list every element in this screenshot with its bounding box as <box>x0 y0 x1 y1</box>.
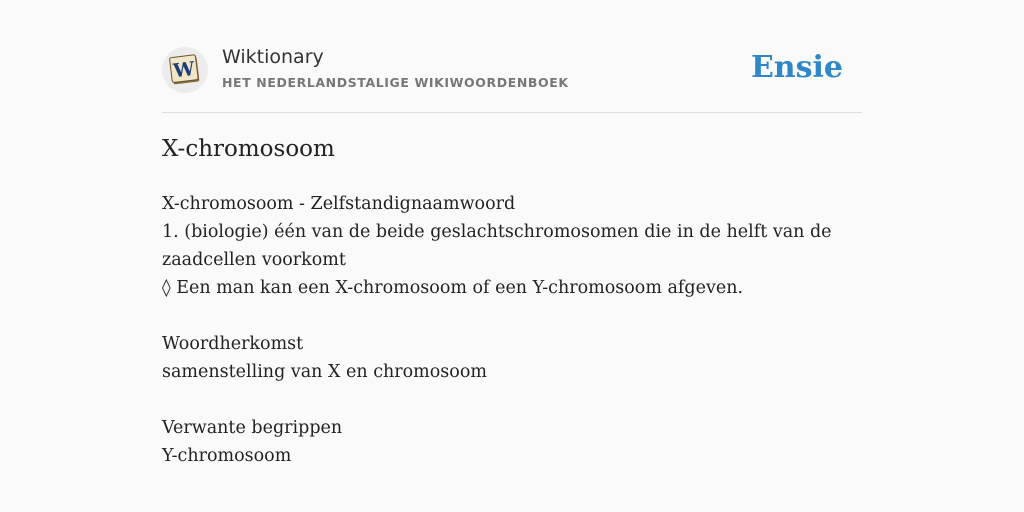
svg-text:W: W <box>172 57 196 83</box>
page-container <box>162 0 862 466</box>
wiktionary-logo[interactable] <box>162 47 208 93</box>
spacer <box>162 386 862 414</box>
related-item[interactable]: Y-chromosoom <box>162 446 292 466</box>
example-sentence: ◊ Een man kan een X-chromosoom of een Y-chromosoom afgeven. <box>162 278 744 298</box>
definition-text-line-1: 1. (biologie) één van de beide geslachtschromosomen die in de helft van de <box>162 222 832 242</box>
definition-text-line-2: zaadcellen voorkomt <box>162 250 346 270</box>
ensie-brand-link[interactable]: Ensie <box>750 50 843 85</box>
related-heading: Verwante begrippen <box>162 418 343 438</box>
etymology-heading: Woordherkomst <box>162 334 304 354</box>
spacer <box>162 302 862 330</box>
site-header <box>162 0 862 113</box>
definition-heading: X-chromosoom - Zelfstandignaamwoord <box>162 194 516 214</box>
wiktionary-w-icon <box>167 52 203 88</box>
site-tagline: HET NEDERLANDSTALIGE WIKIWOORDENBOEK <box>222 75 569 90</box>
site-name[interactable]: Wiktionary <box>222 46 324 68</box>
etymology-text: samenstelling van X en chromosoom <box>162 362 487 382</box>
entry-content <box>162 190 862 470</box>
page-title: X-chromosoom <box>162 136 335 162</box>
